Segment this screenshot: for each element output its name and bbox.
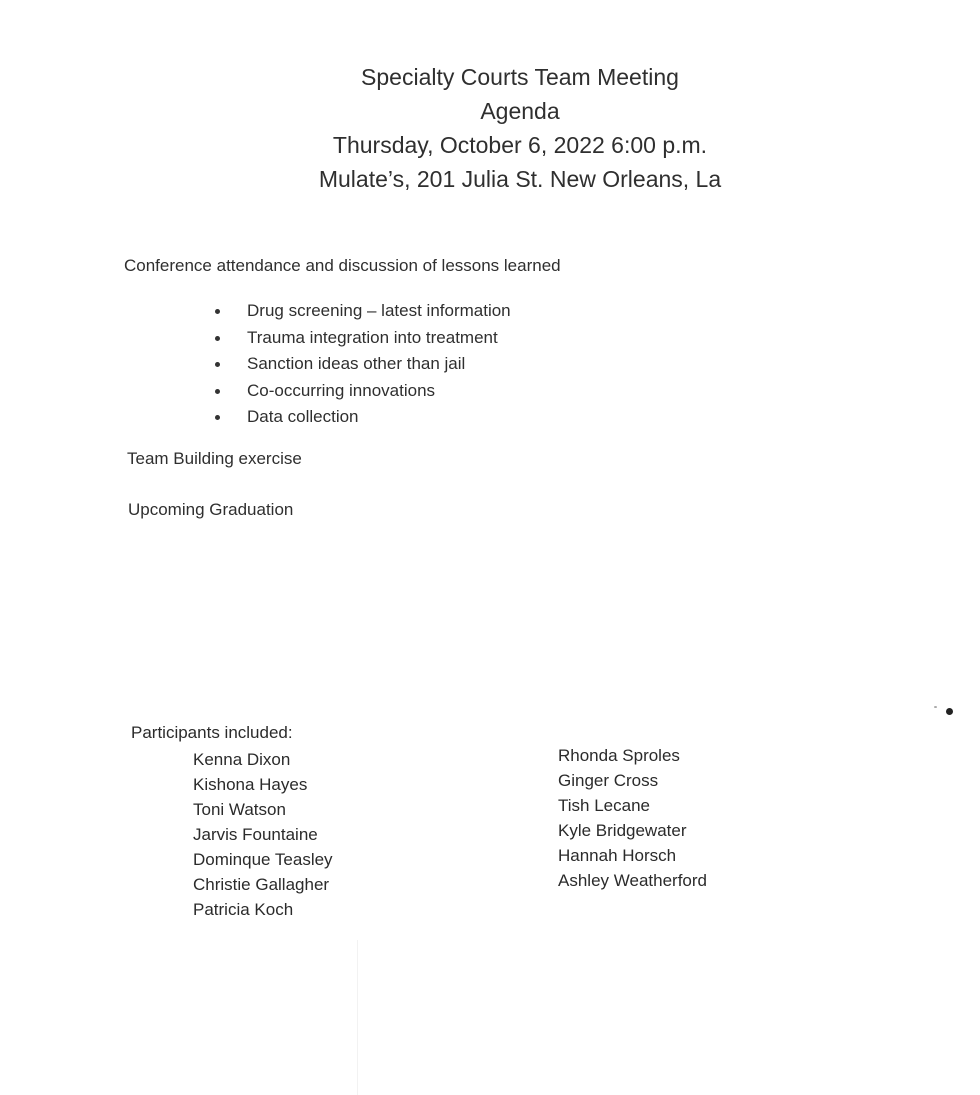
bullet-icon	[215, 389, 220, 394]
participant-name: Rhonda Sproles	[558, 746, 680, 765]
participant-name: Dominque Teasley	[193, 850, 333, 869]
list-item	[215, 325, 511, 352]
list-item	[215, 298, 511, 325]
conference-subitems-list	[215, 298, 511, 431]
bullet-icon	[215, 309, 220, 314]
bullet-icon	[215, 415, 220, 420]
meeting-datetime: Thursday, October 6, 2022 6:00 p.m.	[332, 132, 708, 158]
participant-name: Christie Gallagher	[193, 875, 330, 894]
scan-speck	[934, 706, 937, 708]
list-item	[215, 404, 511, 431]
participants-left-column	[193, 747, 333, 922]
bullet-icon	[215, 362, 220, 367]
subitem-label: Data collection	[247, 407, 359, 426]
participant-name: Ashley Weatherford	[558, 871, 707, 890]
participant-name: Toni Watson	[193, 800, 286, 819]
meeting-title: Specialty Courts Team Meeting	[361, 64, 679, 90]
subitem-label: Drug screening – latest information	[247, 301, 511, 320]
participants-right-column	[558, 743, 707, 893]
participant-name: Kyle Bridgewater	[558, 821, 687, 840]
list-item	[215, 378, 511, 405]
subitem-label: Sanction ideas other than jail	[247, 354, 466, 373]
document-header	[260, 60, 780, 196]
list-item	[215, 351, 511, 378]
participant-name: Kishona Hayes	[193, 775, 308, 794]
participant-name: Ginger Cross	[558, 771, 659, 790]
participant-name: Kenna Dixon	[193, 750, 291, 769]
scan-artifact-line	[357, 940, 358, 1095]
agenda-item-team-building: Team Building exercise	[127, 449, 302, 468]
agenda-item-conference: Conference attendance and discussion of lessons learned	[124, 256, 561, 275]
participants-heading: Participants included:	[131, 723, 293, 742]
participant-name: Tish Lecane	[558, 796, 650, 815]
subitem-label: Trauma integration into treatment	[247, 327, 498, 347]
participant-name: Jarvis Fountaine	[193, 825, 318, 844]
agenda-heading: Agenda	[480, 98, 560, 124]
participant-name: Patricia Koch	[193, 900, 294, 919]
bullet-icon	[215, 336, 220, 341]
scan-speck	[946, 708, 953, 715]
agenda-item-graduation: Upcoming Graduation	[128, 500, 294, 519]
subitem-label: Co-occurring innovations	[247, 380, 436, 400]
meeting-location: Mulate’s, 201 Julia St. New Orleans, La	[318, 166, 722, 192]
participant-name: Hannah Horsch	[558, 846, 677, 865]
